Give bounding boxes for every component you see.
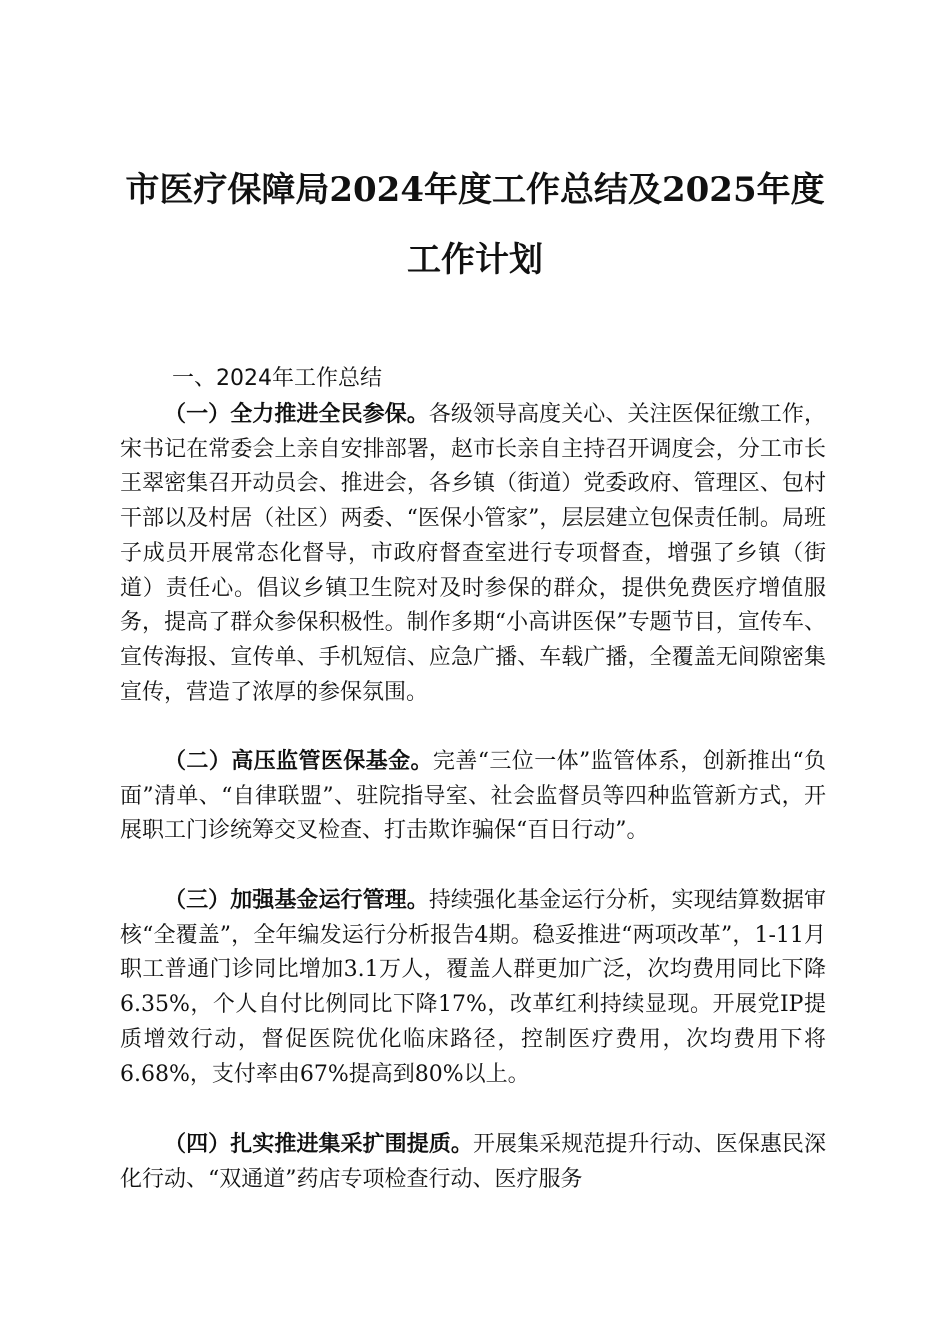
paragraph-2-text: 完善“三位一体”监管体系，创新推出“负面”清单、“自律联盟”、驻院指导室、社会监督员等四种监管新方式，开展职工门诊统筹交叉检查、打击欺诈骗保“百日行动”。 (120, 749, 826, 844)
paragraph-4-text: 开展集采规范提升行动、医保惠民深化行动、“双通道”药店专项检查行动、医疗服务 (120, 1132, 826, 1192)
paragraph-1 (120, 397, 826, 710)
document-title-line-2: 工作计划 (407, 240, 543, 280)
paragraph-3-lead: （三）加强基金运行管理。 (164, 887, 429, 913)
paragraph-3-text: 持续强化基金运行分析，实现结算数据审核“全覆盖”，全年编发运行分析报告4期。稳妥推进“两项改革”，1-11月职工普通门诊同比增加3.1万人，覆盖人群更加广泛，次均费用同比下降6.35%，个人自付比例同比下降17%，改革红利持续显现。开展党IP提质增效行动，督促医院优化临床路径，控制医疗费用，次均费用下将6.68%，支付率由67%提高到80%以上。 (120, 888, 826, 1087)
paragraph-1-lead: （一）全力推进全民参保。 (164, 401, 429, 427)
document-title-line-1: 市医疗保障局2024年度工作总结及2025年度 (125, 170, 825, 210)
paragraph-2-lead: （二）高压监管医保基金。 (164, 748, 433, 774)
paragraph-4 (120, 1127, 826, 1197)
paragraph-1-text: 各级领导高度关心、关注医保征缴工作，宋书记在常委会上亲自安排部署，赵市长亲自主持召开调度会，分工市长王翠密集召开动员会、推进会，各乡镇（街道）党委政府、管理区、包村干部以及村居（社区）两委、“医保小管家”，层层建立包保责任制。局班子成员开展常态化督导，市政府督查室进行专项督查，增强了乡镇（街道）责任心。倡议乡镇卫生院对及时参保的群众，提供免费医疗增值服务，提高了群众参保积极性。制作多期“小高讲医保”专题节目，宣传车、宣传海报、宣传单、手机短信、应急广播、车载广播，全覆盖无间隙密集宣传，营造了浓厚的参保氛围。 (120, 402, 826, 705)
section-heading: 一、2024年工作总结 (172, 366, 382, 391)
paragraph-3 (120, 883, 826, 1092)
paragraph-4-lead: （四）扎实推进集采扩围提质。 (164, 1131, 473, 1157)
paragraph-2 (120, 744, 826, 849)
